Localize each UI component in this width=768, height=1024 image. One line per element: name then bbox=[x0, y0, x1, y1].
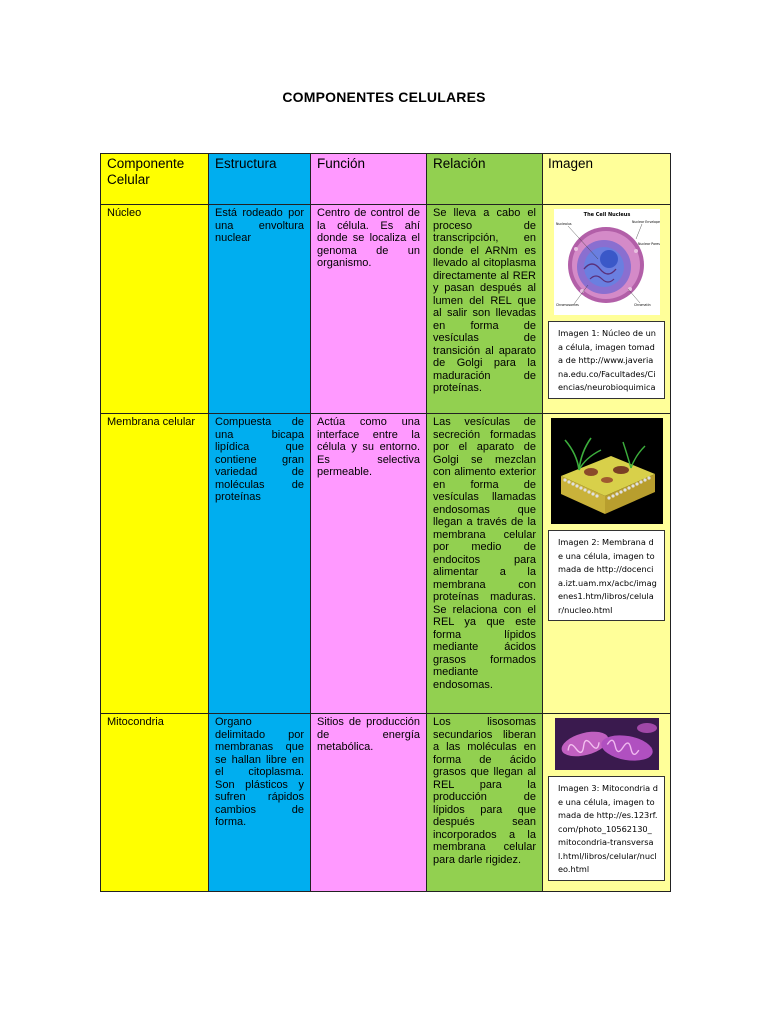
nucleus-label-title: The Cell Nucleus bbox=[583, 212, 630, 218]
cell-componente: Núcleo bbox=[101, 205, 209, 414]
cell-imagen bbox=[543, 714, 671, 892]
cell-relacion: Los lisosomas secundarios liberan a las moléculas en forma de ácido grasos que llegan al REL para la producción de lípidos para que después sean incorporados a la membrana celular para darle rigidez. bbox=[427, 714, 543, 892]
nucleus-label-chromatin: Chromatin bbox=[633, 303, 651, 307]
components-table bbox=[100, 153, 671, 892]
cell-funcion: Actúa como una interface entre la célula y su entorno. Es selectiva permeable. bbox=[311, 414, 427, 714]
cell-imagen bbox=[543, 205, 671, 414]
nucleus-label-chromosomes: Chromosomes bbox=[555, 303, 579, 307]
cell-funcion: Centro de control de la célula. Es ahí donde se localiza el genoma de un organismo. bbox=[311, 205, 427, 414]
mitochondria-image bbox=[555, 718, 659, 770]
header-componente: Componente Celular bbox=[101, 154, 209, 205]
cell-relacion: Las vesículas de secreción formadas por el aparato de Golgi se mezclan con alimento exterior en forma de vesículas llamadas endosomas que llegan a través de la membrana celular por medio de endocitos para alimentar a la membrana con proteínas maduras. Se relaciona con el REL ya que este forma lípidos mediante ácidos grasos formados mediante endosomas. bbox=[427, 414, 543, 714]
cell-componente: Mitocondria bbox=[101, 714, 209, 892]
header-relacion: Relación bbox=[427, 154, 543, 205]
cell-funcion: Sitios de producción de energía metabólica. bbox=[311, 714, 427, 892]
cell-estructura: Está rodeado por una envoltura nuclear bbox=[209, 205, 311, 414]
cell-estructura: Compuesta de una bicapa lipídica que contiene gran variedad de moléculas de proteínas bbox=[209, 414, 311, 714]
cell-componente: Membrana celular bbox=[101, 414, 209, 714]
document-title: COMPONENTES CELULARES bbox=[282, 89, 486, 105]
nucleus-label-nucleolus: Nucleolus bbox=[555, 222, 572, 226]
image-caption: Imagen 2: Membrana de una célula, imagen tomada de http://docencia.izt.uam.mx/acbc/imagenes1.htm/libros/celular/nucleo.html bbox=[548, 530, 665, 621]
header-estructura: Estructura bbox=[209, 154, 311, 205]
image-caption: Imagen 1: Núcleo de una célula, imagen tomada de http://www.javeriana.edu.co/Facultades/Ciencias/neurobioquimica bbox=[548, 321, 665, 399]
table-row bbox=[101, 205, 671, 414]
table-header-row bbox=[101, 154, 671, 205]
membrane-image bbox=[551, 418, 663, 524]
header-funcion: Función bbox=[311, 154, 427, 205]
image-caption: Imagen 3: Mitocondria de una célula, imagen tomada de http://es.123rf.com/photo_10562130_mitocondria-transversal.html/libros/celular/nucleo.html bbox=[548, 776, 665, 881]
cell-imagen bbox=[543, 414, 671, 714]
cell-estructura: Organo delimitado por membranas que se hallan libre en el citoplasma. Son plásticos y sufren rápidos cambios de forma. bbox=[209, 714, 311, 892]
nucleus-image bbox=[554, 209, 660, 315]
header-imagen: Imagen bbox=[543, 154, 671, 205]
nucleus-label-pores: Nuclear Pores bbox=[637, 242, 660, 246]
cell-relacion: Se lleva a cabo el proceso de transcripción, en donde el ARNm es llevado al citoplasma directamente al RER y pasan después al lumen del REL que al salir son llevadas en forma de vesículas de transición al aparato de Golgi para la maduración de proteínas. bbox=[427, 205, 543, 414]
nucleus-label-envelope: Nuclear Envelope bbox=[631, 220, 660, 224]
table-row bbox=[101, 414, 671, 714]
table-row bbox=[101, 714, 671, 892]
